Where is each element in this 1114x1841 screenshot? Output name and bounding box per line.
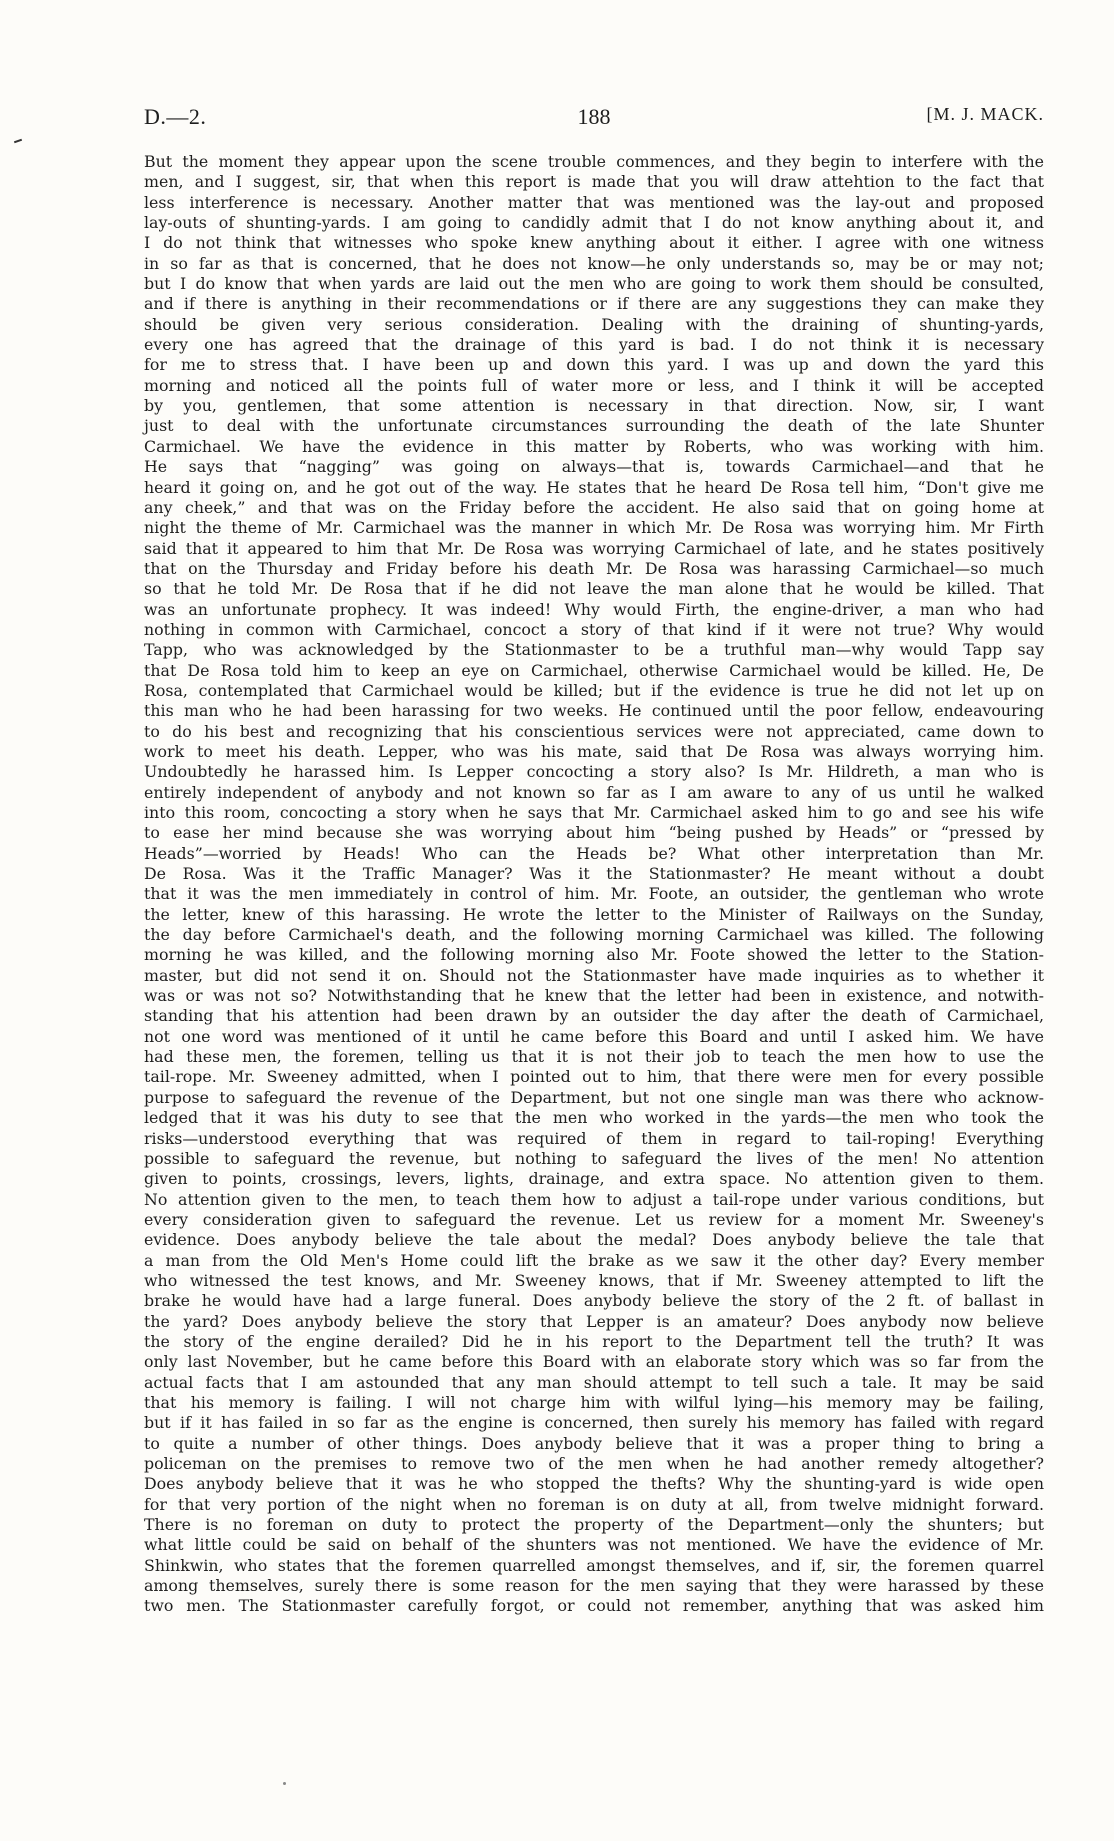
text-line: entirely independent of anybody and not known so far as I am aware to any of us until he walked [144,782,1044,802]
text-line: for that very portion of the night when no foreman is on duty at all, from twelve midnight forward. [144,1494,1044,1514]
text-line: to quite a number of other things. Does anybody believe that it was a proper thing to bring a [144,1433,1044,1453]
text-line: but if it has failed in so far as the engine is concerned, then surely his memory has failed with regard [144,1413,1044,1433]
text-line: a man from the Old Men's Home could lift the brake as we saw it the other day? Every member [144,1250,1044,1270]
text-line: night the theme of Mr. Carmichael was the manner in which Mr. De Rosa was worrying him. Mr Firth [144,518,1044,538]
text-line: Does anybody believe that it was he who stopped the thefts? Why the shunting-yard is wide open [144,1474,1044,1494]
text-line: actual facts that I am astounded that any man should attempt to tell such a tale. It may be said [144,1372,1044,1392]
text-line: in so far as that is concerned, that he does not know—he only understands so, may be or may not; [144,253,1044,273]
text-line: had these men, the foremen, telling us that it is not their job to teach the men how to use the [144,1047,1044,1067]
text-line: He says that “nagging” was going on always—that is, towards Carmichael—and that he [144,457,1044,477]
text-line: Tapp, who was acknowledged by the Stationmaster to be a truthful man—why would Tapp say [144,640,1044,660]
text-line: lay-outs of shunting-yards. I am going to candidly admit that I do not know anything about it, and [144,213,1044,233]
text-line: that De Rosa told him to keep an eye on Carmichael, otherwise Carmichael would be killed. He, De [144,660,1044,680]
text-line: should be given very serious consideration. Dealing with the draining of shunting-yards, [144,314,1044,334]
text-line: De Rosa. Was it the Traffic Manager? Was it the Stationmaster? He meant without a doubt [144,864,1044,884]
margin-mark [14,139,22,144]
text-line: given to points, crossings, levers, lights, drainage, and extra space. No attention given to them. [144,1169,1044,1189]
text-line: Heads”—worried by Heads! Who can the Heads be? What other interpretation than Mr. [144,843,1044,863]
text-line: ledged that it was his duty to see that the men who worked in the yards—the men who took the [144,1108,1044,1128]
text-line: what little could be said on behalf of the shunters was not mentioned. We have the evidence of Mr. [144,1535,1044,1555]
text-line: heard it going on, and he got out of the way. He states that he heard De Rosa tell him, “Don't give me [144,477,1044,497]
text-line: risks—understood everything that was required of them in regard to tail-roping! Everything [144,1128,1044,1148]
text-line: the letter, knew of this harassing. He wrote the letter to the Minister of Railways on the Sunday, [144,904,1044,924]
text-line: men, and I suggest, sir, that when this report is made that you will draw attehtion to the fact that [144,172,1044,192]
text-line: master, but did not send it on. Should not the Stationmaster have made inquiries as to whether it [144,965,1044,985]
text-line: so that he told Mr. De Rosa that if he did not leave the man alone that he would be killed. That [144,579,1044,599]
page-header [144,104,1044,134]
text-line: less interference is necessary. Another matter that was mentioned was the lay-out and proposed [144,192,1044,212]
text-line: any cheek,” and that was on the Friday before the accident. He also said that on going home at [144,497,1044,517]
text-line: to ease her mind because she was worrying about him “being pushed by Heads” or “pressed by [144,823,1044,843]
text-line: that on the Thursday and Friday before his death Mr. De Rosa was harassing Carmichael—so much [144,558,1044,578]
text-line: every consideration given to safeguard the revenue. Let us review for a moment Mr. Sweeney's [144,1209,1044,1229]
text-line: evidence. Does anybody believe the tale about the medal? Does anybody believe the tale that [144,1230,1044,1250]
text-line: No attention given to the men, to teach them how to adjust a tail-rope under various conditions, but [144,1189,1044,1209]
text-line: There is no foreman on duty to protect the property of the Department—only the shunters; but [144,1515,1044,1535]
page-number: 188 [577,104,611,129]
text-line: every one has agreed that the drainage of this yard is bad. I do not think it is necessary [144,335,1044,355]
text-line: Carmichael. We have the evidence in this matter by Roberts, who was working with him. [144,436,1044,456]
text-line: the yard? Does anybody believe the story that Lepper is an amateur? Does anybody now believe [144,1311,1044,1331]
text-line: for me to stress that. I have been up and down this yard. I was up and down the yard this [144,355,1044,375]
text-line: morning he was killed, and the following morning also Mr. Foote showed the letter to the Station- [144,945,1044,965]
text-line: said that it appeared to him that Mr. De Rosa was worrying Carmichael of late, and he states positively [144,538,1044,558]
text-line: Rosa, contemplated that Carmichael would be killed; but if the evidence is true he did not let up on [144,680,1044,700]
text-line: to do his best and recognizing that his conscientious services were not appreciated, came down to [144,721,1044,741]
text-line: that it was the men immediately in control of him. Mr. Foote, an outsider, the gentleman who wrote [144,884,1044,904]
text-line: nothing in common with Carmichael, concoct a story of that kind if it were not true? Why would [144,619,1044,639]
text-line: among themselves, surely there is some reason for the men saying that they were harassed by these [144,1576,1044,1596]
speaker-name: [M. J. MACK. [926,104,1044,124]
text-line: just to deal with the unfortunate circumstances surrounding the death of the late Shunter [144,416,1044,436]
text-line: the day before Carmichael's death, and the following morning Carmichael was killed. The following [144,925,1044,945]
body-text [144,152,1044,1617]
text-line: this man who he had been harassing for two weeks. He continued until the poor fellow, endeavouring [144,701,1044,721]
text-line: by you, gentlemen, that some attention is necessary in that direction. Now, sir, I want [144,396,1044,416]
text-line: only last November, but he came before this Board with an elaborate story which was so far from the [144,1352,1044,1372]
text-line: two men. The Stationmaster carefully forgot, or could not remember, anything that was asked him [144,1596,1044,1616]
text-line: who witnessed the test knows, and Mr. Sweeney knows, that if Mr. Sweeney attempted to lift the [144,1270,1044,1290]
text-line: not one word was mentioned of it until he came before this Board and until I asked him. We have [144,1026,1044,1046]
text-line: and if there is anything in their recommendations or if there are any suggestions they can make they [144,294,1044,314]
text-line: morning and noticed all the points full of water more or less, and I think it will be accepted [144,375,1044,395]
text-line: tail-rope. Mr. Sweeney admitted, when I pointed out to him, that there were men for every possible [144,1067,1044,1087]
text-line: the story of the engine derailed? Did he in his report to the Department tell the truth? It was [144,1331,1044,1351]
section-code: D.—2. [144,104,207,129]
text-line: Shinkwin, who states that the foremen quarrelled amongst themselves, and if, sir, the foremen quarrel [144,1555,1044,1575]
text-line: I do not think that witnesses who spoke knew anything about it either. I agree with one witness [144,233,1044,253]
page-speck [283,1782,286,1785]
text-line: work to meet his death. Lepper, who was his mate, said that De Rosa was always worrying him. [144,741,1044,761]
text-line: possible to safeguard the revenue, but nothing to safeguard the lives of the men! No attention [144,1148,1044,1168]
text-line: But the moment they appear upon the scene trouble commences, and they begin to interfere with the [144,152,1044,171]
text-line: was or was not so? Notwithstanding that he knew that the letter had been in existence, and notwith- [144,986,1044,1006]
text-line: Undoubtedly he harassed him. Is Lepper concocting a story also? Is Mr. Hildreth, a man who is [144,762,1044,782]
text-line: brake he would have had a large funeral. Does anybody believe the story of the 2 ft. of ballast in [144,1291,1044,1311]
text-line: policeman on the premises to remove two of the men when he had another remedy altogether? [144,1454,1044,1473]
text-line: that his memory is failing. I will not charge him with wilful lying—his memory may be failing, [144,1392,1044,1412]
text-line: standing that his attention had been drawn by an outsider the day after the death of Carmichael, [144,1006,1044,1026]
text-line: purpose to safeguard the revenue of the Department, but not one single man was there who acknow- [144,1087,1044,1107]
text-line: into this room, concocting a story when he says that Mr. Carmichael asked him to go and see his wife [144,803,1044,822]
text-line: was an unfortunate prophecy. It was indeed! Why would Firth, the engine-driver, a man who had [144,599,1044,619]
text-line: but I do know that when yards are laid out the men who are going to work them should be consulted, [144,274,1044,294]
